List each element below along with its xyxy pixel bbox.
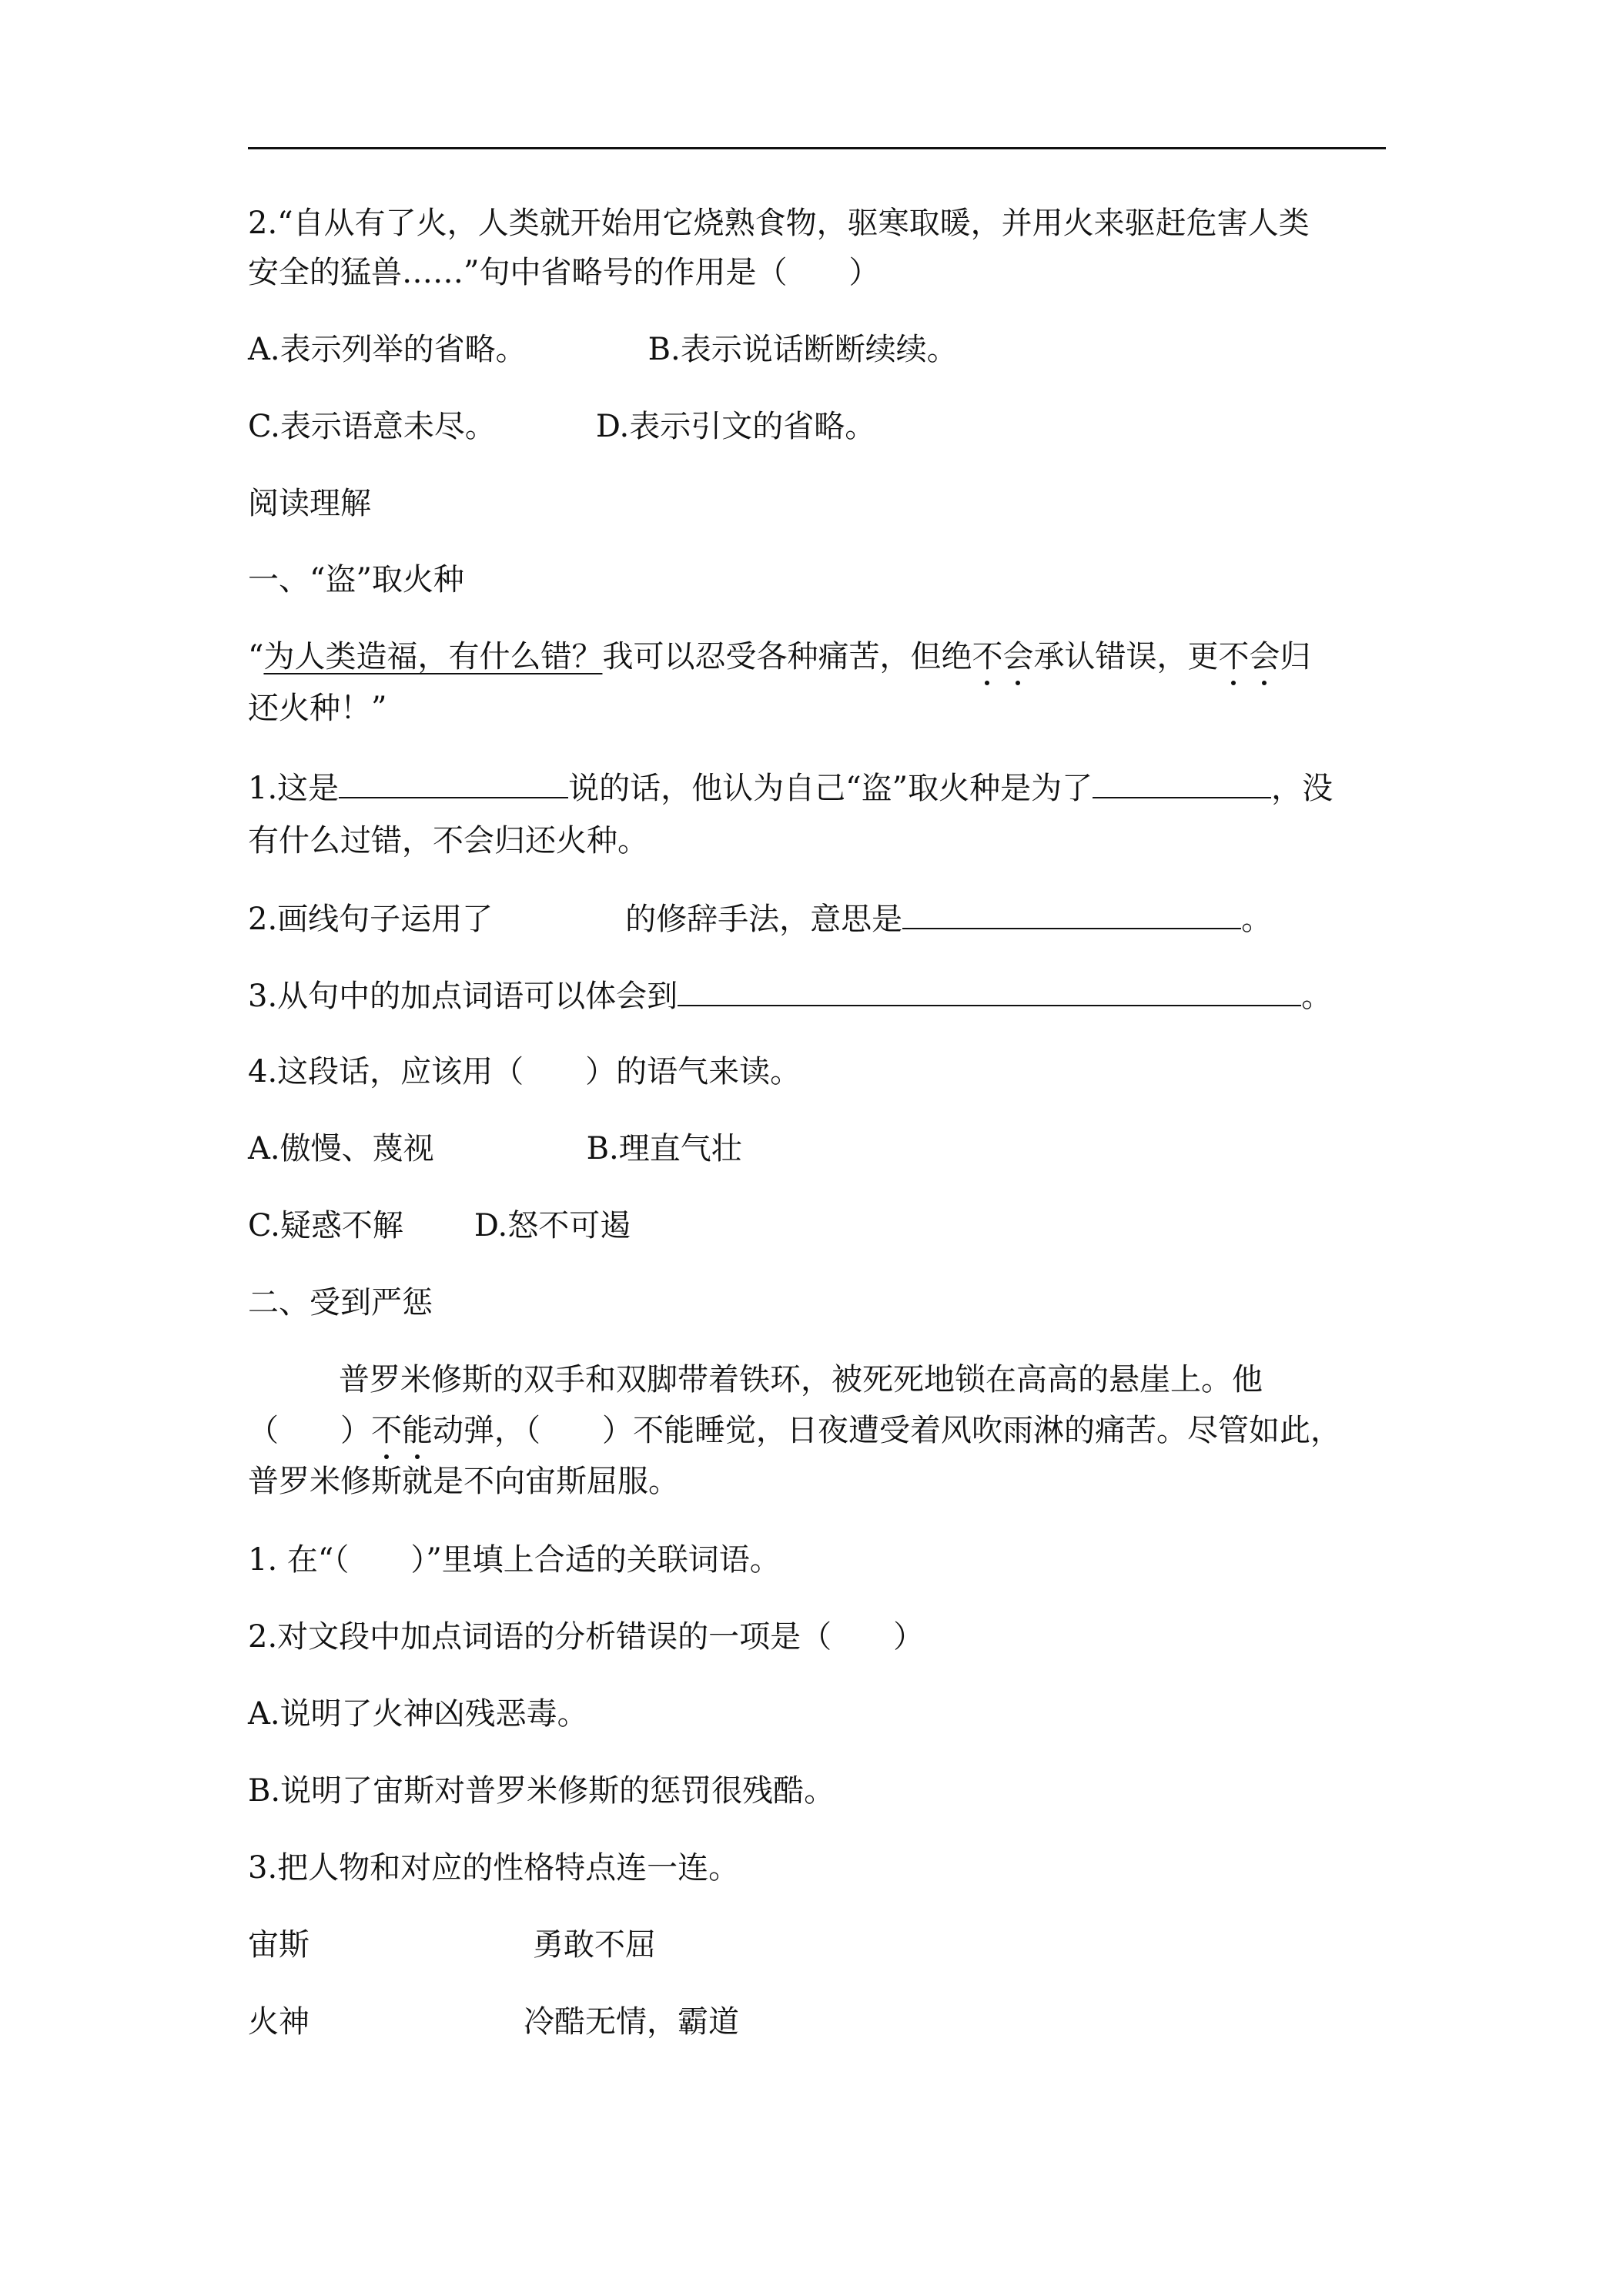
section2-paragraph-line3: 普罗米修斯就是不向宙斯屈服。 xyxy=(248,1464,679,1499)
section1-q4: 4.这段话，应该用（ ）的语气来读。 xyxy=(248,1054,801,1089)
q2-option-c: C.表示语意未尽。 xyxy=(248,409,496,444)
section2-q2-option-a: A.说明了火神凶残恶毒。 xyxy=(248,1696,588,1732)
q2-stem-line2: 安全的猛兽……”句中省略号的作用是（ ） xyxy=(248,255,880,290)
dotted-char: 不 xyxy=(371,1413,402,1448)
q2-text-b: 的修辞手法，意思是 xyxy=(625,902,903,937)
section1-q3 xyxy=(248,972,1386,1020)
section2-paragraph-line2 xyxy=(248,1407,1386,1454)
q2-options-row2 xyxy=(248,403,1386,450)
section1-q1-line2: 有什么过错，不会归还火种。 xyxy=(248,823,648,858)
section1-heading: 一、“盗”取火种 xyxy=(248,562,464,597)
dotted-char: 不 xyxy=(1218,639,1250,674)
q1-text-b: 说的话，他认为自己“盗”取火种是为了 xyxy=(568,771,1093,806)
match-left-zeus[interactable]: 宙斯 xyxy=(248,1927,310,1963)
section1-q1-line1 xyxy=(248,765,1386,812)
q4-option-b: B.理直气壮 xyxy=(586,1131,742,1166)
q2-option-d: D.表示引文的省略。 xyxy=(595,409,876,444)
dotted-char: 会 xyxy=(1249,639,1280,674)
match-right-brave[interactable]: 勇敢不屈 xyxy=(533,1927,656,1963)
reading-title: 阅读理解 xyxy=(248,486,371,521)
q2-option-a: A.表示列举的省略。 xyxy=(248,332,527,367)
quote-text-2: 承认错误，更 xyxy=(1033,639,1219,674)
q2-text-c: 。 xyxy=(1241,902,1273,937)
q1-blank-speaker[interactable] xyxy=(339,766,568,798)
dotted-word-buneng xyxy=(371,1413,433,1448)
quote-open: “ xyxy=(248,639,264,674)
q1-blank-purpose[interactable] xyxy=(1093,766,1271,798)
section2-paragraph-line1: 普罗米修斯的双手和双脚带着铁环，被死死地锁在高高的悬崖上。他 xyxy=(339,1362,1263,1397)
quote-text: 我可以忍受各种痛苦，但绝 xyxy=(602,639,972,674)
q2-text-a: 2.画线句子运用了 xyxy=(248,902,494,937)
q2-stem-line1: 2.“自从有了火，人类就开始用它烧熟食物，驱寒取暖，并用火来驱赶危害人类 xyxy=(248,206,1310,241)
underlined-sentence: 为人类造福，有什么错？ xyxy=(263,639,603,674)
q1-text-c: ，没 xyxy=(1271,771,1334,806)
section1-quote-line1 xyxy=(248,633,1386,681)
q2-blank-meaning[interactable] xyxy=(902,897,1241,929)
dotted-word-1 xyxy=(972,639,1033,674)
section1-q2 xyxy=(248,895,1386,943)
dotted-word-2 xyxy=(1218,639,1280,674)
dotted-char: 不 xyxy=(972,639,1003,674)
match-right-cold[interactable]: 冷酷无情，霸道 xyxy=(524,2004,739,2040)
section2-heading: 二、受到严惩 xyxy=(248,1285,433,1320)
section2-q1: 1. 在“（ ）”里填上合适的关联词语。 xyxy=(248,1542,781,1578)
section2-q2: 2.对文段中加点词语的分析错误的一项是（ ） xyxy=(248,1619,925,1655)
header-rule xyxy=(248,147,1386,149)
q3-blank[interactable] xyxy=(678,974,1301,1006)
section2-q3: 3.把人物和对应的性格特点连一连。 xyxy=(248,1850,740,1886)
q4-option-a: A.傲慢、蔑视 xyxy=(248,1131,434,1166)
q3-text-b: 。 xyxy=(1301,979,1333,1014)
match-left-fire-god[interactable]: 火神 xyxy=(248,2004,310,2040)
section1-q4-options-row1 xyxy=(248,1125,1386,1173)
match-row-2 xyxy=(248,1998,1386,2046)
dotted-char: 能 xyxy=(402,1413,433,1448)
q3-text-a: 3.从句中的加点词语可以体会到 xyxy=(248,979,678,1014)
section2-q2-option-b: B.说明了宙斯对普罗米修斯的惩罚很残酷。 xyxy=(248,1773,835,1809)
section1-q4-options-row2 xyxy=(248,1202,1386,1250)
quote-text-3: 归 xyxy=(1280,639,1311,674)
q4-option-d: D.怒不可遏 xyxy=(474,1208,631,1243)
q2-option-b: B.表示说话断断续续。 xyxy=(648,332,958,367)
q2-options-row1 xyxy=(248,326,1386,373)
paragraph-text: 动弹，（ ）不能睡觉，日夜遭受着风吹雨淋的痛苦。尽管如此， xyxy=(433,1413,1341,1448)
q4-option-c: C.疑惑不解 xyxy=(248,1208,403,1243)
paren-blank-1: （ ） xyxy=(248,1413,371,1448)
section1-quote-line2: 还火种！” xyxy=(248,691,387,726)
dotted-char: 会 xyxy=(1002,639,1034,674)
match-row-1 xyxy=(248,1921,1386,1969)
q1-text-a: 1.这是 xyxy=(248,771,340,806)
